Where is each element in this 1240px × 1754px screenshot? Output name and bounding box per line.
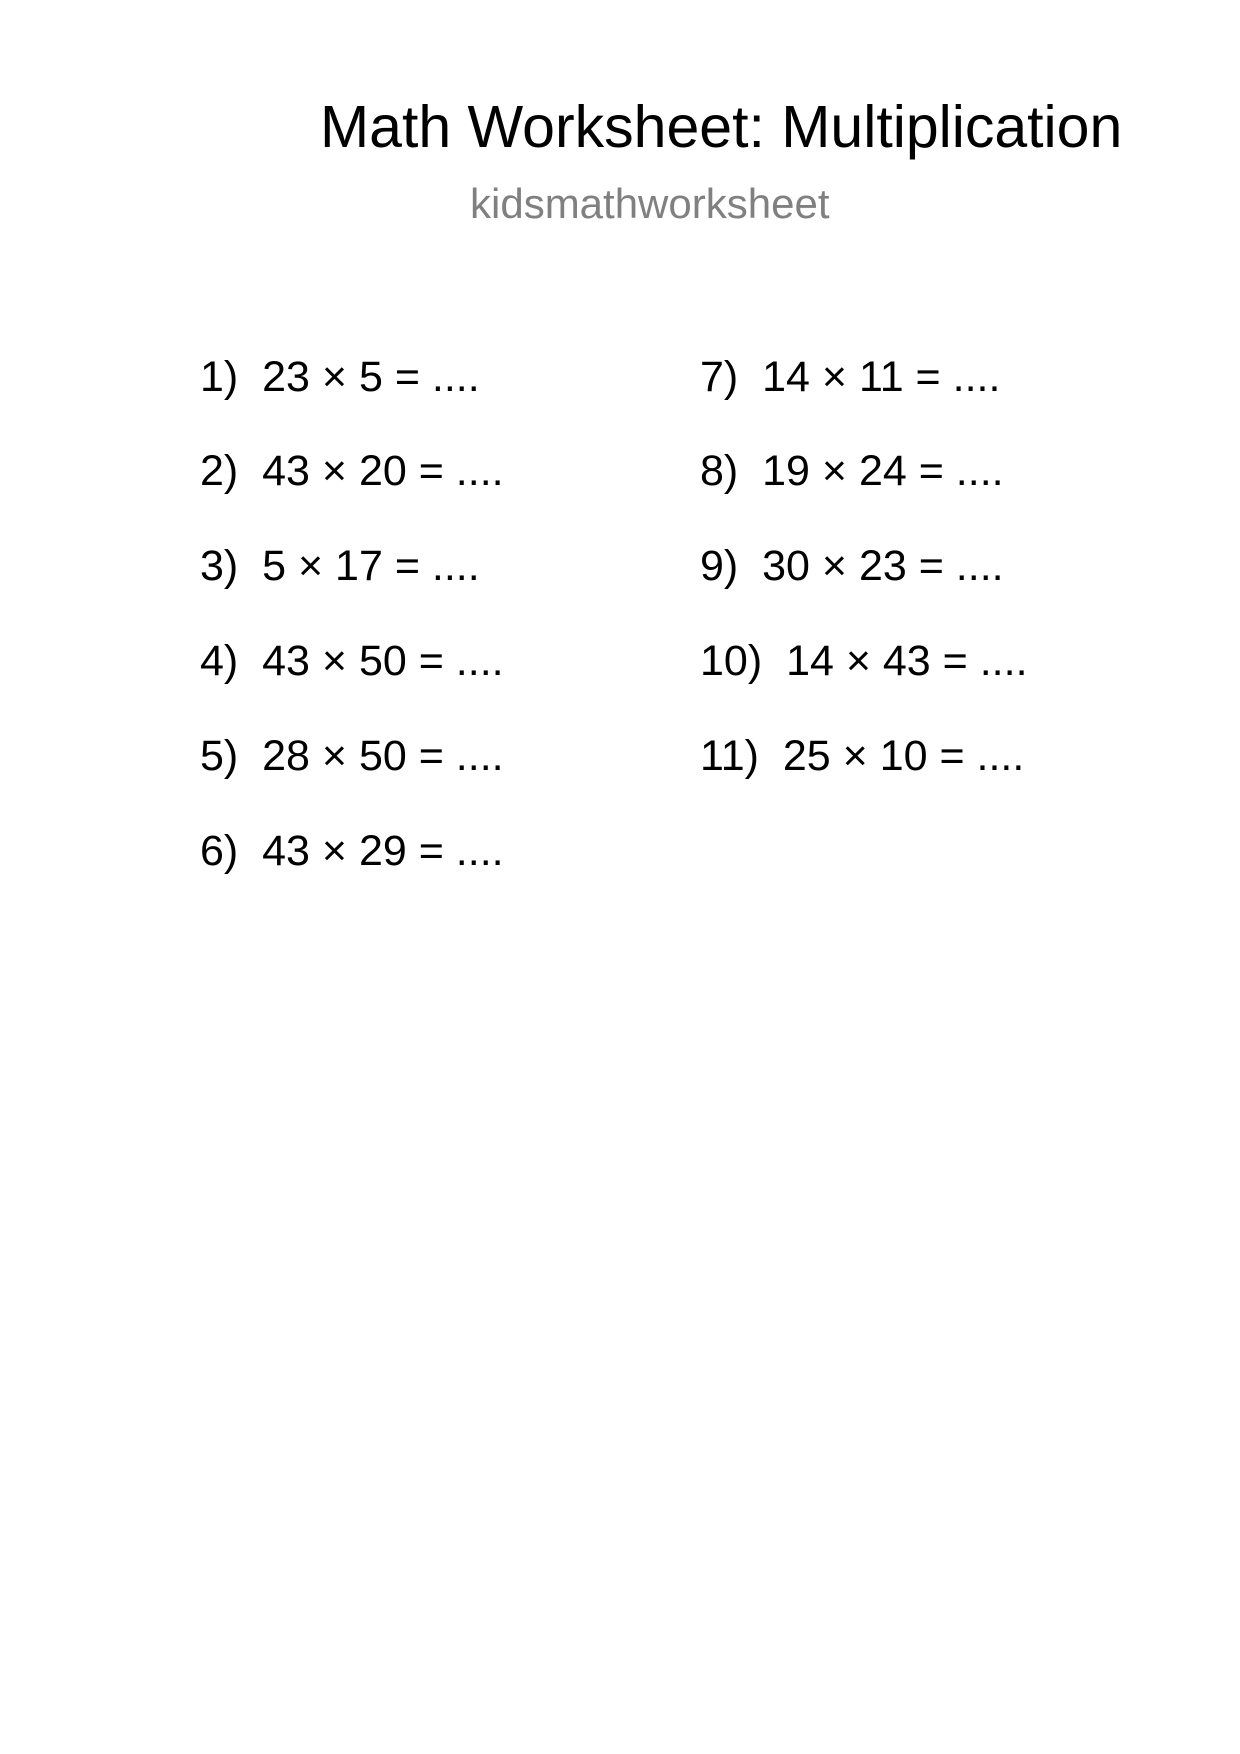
problem-number: 3) xyxy=(200,542,239,590)
problem-item xyxy=(200,637,504,685)
problem-expression: 14 × 43 = .... xyxy=(786,637,1028,685)
problem-number: 6) xyxy=(200,827,239,875)
problem-expression: 23 × 5 = .... xyxy=(262,353,480,401)
problem-expression: 5 × 17 = .... xyxy=(262,542,480,590)
page-subtitle: kidsmathworksheet xyxy=(470,180,830,227)
problem-item xyxy=(700,732,1025,780)
problem-expression: 30 × 23 = .... xyxy=(762,542,1004,590)
problem-number: 9) xyxy=(700,542,739,590)
problem-item xyxy=(700,447,1004,495)
problem-item xyxy=(700,542,1004,590)
problem-expression: 43 × 29 = .... xyxy=(262,827,504,875)
problem-expression: 14 × 11 = .... xyxy=(762,353,1001,401)
problem-item xyxy=(200,827,504,875)
problem-expression: 43 × 20 = .... xyxy=(262,447,504,495)
problem-item xyxy=(200,353,480,401)
problem-item xyxy=(700,353,1001,401)
problem-expression: 19 × 24 = .... xyxy=(762,447,1004,495)
problem-expression: 43 × 50 = .... xyxy=(262,637,504,685)
problem-number: 7) xyxy=(700,353,739,401)
problem-expression: 28 × 50 = .... xyxy=(262,732,504,780)
problem-number: 5) xyxy=(200,732,239,780)
problem-number: 11) xyxy=(700,732,759,780)
problem-number: 2) xyxy=(200,447,239,495)
problem-expression: 25 × 10 = .... xyxy=(782,732,1025,780)
problem-number: 10) xyxy=(700,637,763,685)
problem-item xyxy=(200,732,504,780)
page-title: Math Worksheet: Multiplication xyxy=(320,94,1123,160)
problem-item xyxy=(200,542,480,590)
problem-item xyxy=(200,447,504,495)
problem-number: 4) xyxy=(200,637,239,685)
problem-number: 8) xyxy=(700,447,739,495)
problem-item xyxy=(700,637,1028,685)
problem-number: 1) xyxy=(200,353,239,401)
